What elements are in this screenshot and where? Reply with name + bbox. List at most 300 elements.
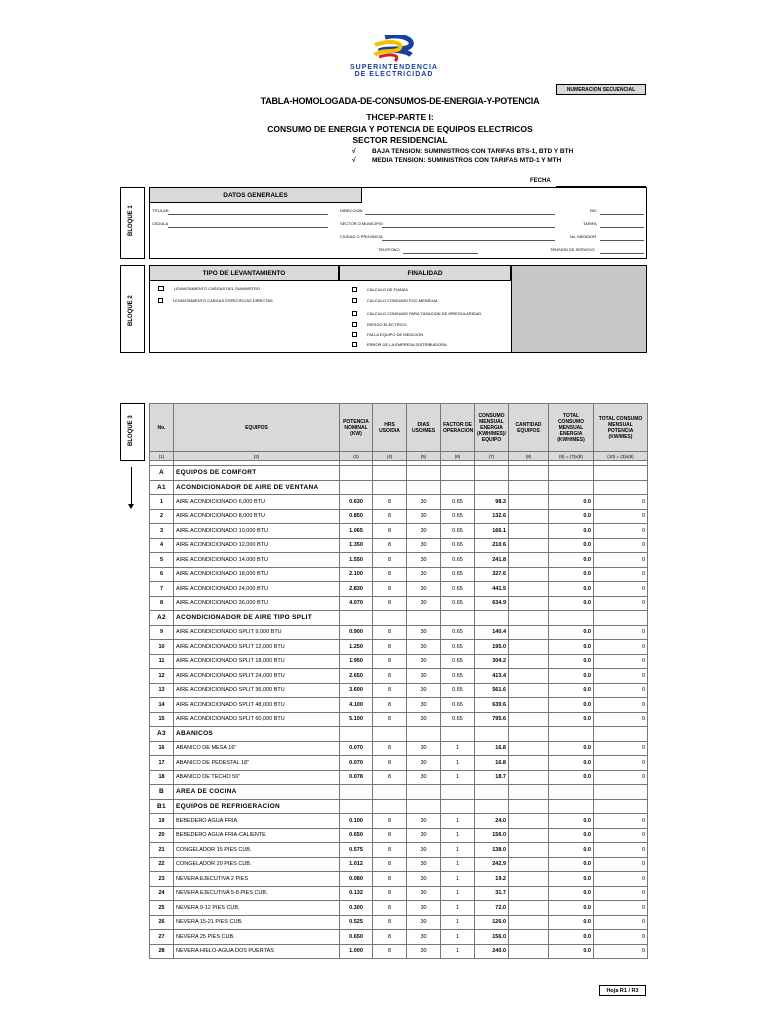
cell-fo: 1 bbox=[441, 741, 475, 756]
cell-cant[interactable] bbox=[509, 698, 549, 713]
table-row bbox=[150, 828, 648, 843]
cell-eq: AIRE ACONDICIONADO SPLIT 60,000 BTU bbox=[174, 712, 340, 727]
cell-cant[interactable] bbox=[509, 495, 549, 510]
section-label: ACONDICIONADOR DE AIRE DE VENTANA bbox=[174, 480, 340, 495]
cell-pot: 0 bbox=[594, 915, 648, 930]
cell-pot: 0 bbox=[594, 828, 648, 843]
cell-dias: 30 bbox=[407, 640, 441, 655]
cell-cm: 18.7 bbox=[475, 770, 509, 785]
cell-no: 12 bbox=[150, 669, 174, 684]
cell-hrs: 8 bbox=[373, 843, 407, 858]
titular-field[interactable] bbox=[168, 214, 328, 215]
column-index: (8) bbox=[509, 452, 549, 461]
cell-kw: 3.600 bbox=[340, 683, 373, 698]
table-row bbox=[150, 654, 648, 669]
cell-pot: 0 bbox=[594, 901, 648, 916]
cell-dias: 30 bbox=[407, 741, 441, 756]
table-row bbox=[150, 930, 648, 945]
cell-no: 6 bbox=[150, 567, 174, 582]
table-index-row bbox=[150, 452, 648, 461]
cell-no: 2 bbox=[150, 509, 174, 524]
cell-cm: 98.3 bbox=[475, 495, 509, 510]
section-label: ACONDICIONADOR DE AIRE TIPO SPLIT bbox=[174, 611, 340, 626]
cell-no: 15 bbox=[150, 712, 174, 727]
subtitle-sector: SECTOR RESIDENCIAL bbox=[352, 135, 448, 145]
cell-kw: 0.070 bbox=[340, 756, 373, 771]
cell-no: 25 bbox=[150, 901, 174, 916]
cell-cm: 16.8 bbox=[475, 756, 509, 771]
cell-pot: 0 bbox=[594, 712, 648, 727]
cell-tot: 0.0 bbox=[549, 814, 594, 829]
cell-tot: 0.0 bbox=[549, 567, 594, 582]
cell-cant[interactable] bbox=[509, 930, 549, 945]
cell-eq: AIRE ACONDICIONADO SPLIT 12,000 BTU bbox=[174, 640, 340, 655]
cell-kw: 1.250 bbox=[340, 640, 373, 655]
cell-pot: 0 bbox=[594, 567, 648, 582]
cell-cant[interactable] bbox=[509, 828, 549, 843]
cell-cant[interactable] bbox=[509, 596, 549, 611]
medidor-label: No. MEDIDOR bbox=[570, 234, 597, 239]
cell-no: 10 bbox=[150, 640, 174, 655]
table-row bbox=[150, 741, 648, 756]
cell-tot: 0.0 bbox=[549, 538, 594, 553]
cell-dias: 30 bbox=[407, 915, 441, 930]
subtitle-consumo: CONSUMO DE ENERGIA Y POTENCIA DE EQUIPOS ELECTRICOS bbox=[267, 124, 533, 134]
cell-cant[interactable] bbox=[509, 915, 549, 930]
section-code: A3 bbox=[150, 727, 174, 742]
cell-kw: 0.650 bbox=[340, 930, 373, 945]
cell-cant[interactable] bbox=[509, 538, 549, 553]
cell-fo: 0.65 bbox=[441, 698, 475, 713]
cell-eq: AIRE ACONDICIONADO 14,000 BTU bbox=[174, 553, 340, 568]
cell-tot: 0.0 bbox=[549, 669, 594, 684]
table-row bbox=[150, 567, 648, 582]
cell-hrs: 8 bbox=[373, 582, 407, 597]
cell-pot: 0 bbox=[594, 640, 648, 655]
cell-hrs: 8 bbox=[373, 872, 407, 887]
cell-eq: ABANICO DE PEDESTAL 18" bbox=[174, 756, 340, 771]
cell-cm: 242.9 bbox=[475, 857, 509, 872]
table-row bbox=[150, 582, 648, 597]
cell-fo: 1 bbox=[441, 944, 475, 959]
cell-eq: BEBEDERO AGUA FRIA-CALIENTE bbox=[174, 828, 340, 843]
lev-option[interactable]: LEVANTAMIENTO CARGAS ESPECIFICAS DIRECTAS bbox=[158, 298, 273, 303]
sector-label: SECTOR O MUNICIPIO bbox=[340, 221, 384, 226]
table-row bbox=[150, 509, 648, 524]
ciudad-field[interactable] bbox=[382, 240, 555, 241]
cell-no: 20 bbox=[150, 828, 174, 843]
cell-fo: 1 bbox=[441, 828, 475, 843]
cell-hrs: 8 bbox=[373, 741, 407, 756]
nic-label: NIC bbox=[590, 208, 597, 213]
cell-tot: 0.0 bbox=[549, 640, 594, 655]
cell-no: 9 bbox=[150, 625, 174, 640]
cell-pot: 0 bbox=[594, 596, 648, 611]
cell-dias: 30 bbox=[407, 582, 441, 597]
cell-pot: 0 bbox=[594, 524, 648, 539]
cell-cant[interactable] bbox=[509, 524, 549, 539]
cell-fo: 1 bbox=[441, 814, 475, 829]
table-row bbox=[150, 524, 648, 539]
cell-tot: 0.0 bbox=[549, 886, 594, 901]
cell-pot: 0 bbox=[594, 872, 648, 887]
cell-tot: 0.0 bbox=[549, 741, 594, 756]
cell-dias: 30 bbox=[407, 944, 441, 959]
tipo-levantamiento-header: TIPO DE LEVANTAMIENTO bbox=[149, 265, 339, 281]
fin-option[interactable]: CALCULO DE FIANZA bbox=[352, 287, 408, 292]
cell-cm: 240.0 bbox=[475, 944, 509, 959]
tarifa-label: TARIFA bbox=[583, 221, 597, 226]
cell-cm: 166.1 bbox=[475, 524, 509, 539]
cell-pot: 0 bbox=[594, 741, 648, 756]
cell-eq: AIRE ACONDICIONADO SPLIT 48,000 BTU bbox=[174, 698, 340, 713]
cell-fo: 1 bbox=[441, 756, 475, 771]
column-index: (1) bbox=[150, 452, 174, 461]
cell-hrs: 8 bbox=[373, 698, 407, 713]
numeracion-secuencial: NUMERACION SECUENCIAL bbox=[556, 84, 646, 95]
cell-no: 11 bbox=[150, 654, 174, 669]
table-row bbox=[150, 596, 648, 611]
fin-option[interactable]: FALLA EQUIPO DE MEDICION bbox=[352, 332, 423, 337]
cell-tot: 0.0 bbox=[549, 596, 594, 611]
cell-kw: 0.100 bbox=[340, 814, 373, 829]
cell-eq: NEVERA 9-12 PIES CUB. bbox=[174, 901, 340, 916]
fecha-label: FECHA bbox=[530, 178, 551, 184]
tarifa-field[interactable] bbox=[600, 227, 644, 228]
logo-text: SUPERINTENDENCIA DE ELECTRICIDAD bbox=[350, 64, 438, 78]
datos-generales-header: DATOS GENERALES bbox=[149, 187, 362, 203]
tension-label: TENSION DE SERVICIO bbox=[550, 247, 595, 252]
cell-eq: ABANICO DE TECHO 56" bbox=[174, 770, 340, 785]
bloque2-gray-area bbox=[511, 265, 647, 353]
cell-hrs: 8 bbox=[373, 756, 407, 771]
cell-eq: NEVERA EJECUTIVA 5-8 PIES CUB. bbox=[174, 886, 340, 901]
cell-hrs: 8 bbox=[373, 654, 407, 669]
cell-cm: 441.5 bbox=[475, 582, 509, 597]
cell-fo: 0.65 bbox=[441, 538, 475, 553]
cell-dias: 30 bbox=[407, 857, 441, 872]
fin-option[interactable]: ERROR DE LA EMPRESA DISTRIBUIDORA bbox=[352, 342, 447, 347]
cell-hrs: 8 bbox=[373, 553, 407, 568]
section-label: AREA DE COCINA bbox=[174, 785, 340, 800]
tension-field[interactable] bbox=[600, 253, 644, 254]
column-index: (7) bbox=[475, 452, 509, 461]
cell-cant[interactable] bbox=[509, 741, 549, 756]
cell-cm: 19.2 bbox=[475, 872, 509, 887]
cell-kw: 2.100 bbox=[340, 567, 373, 582]
cell-cant[interactable] bbox=[509, 669, 549, 684]
cell-dias: 30 bbox=[407, 886, 441, 901]
cell-eq: AIRE ACONDICIONADO 24,000 BTU bbox=[174, 582, 340, 597]
sector-field[interactable] bbox=[382, 227, 555, 228]
cell-cm: 156.0 bbox=[475, 930, 509, 945]
cell-hrs: 8 bbox=[373, 915, 407, 930]
finalidad-header: FINALIDAD bbox=[339, 265, 511, 281]
cell-kw: 0.525 bbox=[340, 915, 373, 930]
ciudad-label: CIUDAD O PROVINCIA bbox=[340, 234, 383, 239]
cell-tot: 0.0 bbox=[549, 857, 594, 872]
column-header: CONSUMO MENSUAL ENERGIA (KWH/MES)/ EQUIPO bbox=[475, 404, 509, 452]
cell-fo: 0.65 bbox=[441, 582, 475, 597]
cell-cm: 140.4 bbox=[475, 625, 509, 640]
cell-cant[interactable] bbox=[509, 944, 549, 959]
cell-tot: 0.0 bbox=[549, 944, 594, 959]
cell-cant[interactable] bbox=[509, 582, 549, 597]
table-row bbox=[150, 625, 648, 640]
cell-eq: AIRE ACONDICIONADO SPLIT 9,000 BTU bbox=[174, 625, 340, 640]
cell-dias: 30 bbox=[407, 553, 441, 568]
cell-dias: 30 bbox=[407, 828, 441, 843]
cell-kw: 0.850 bbox=[340, 509, 373, 524]
cell-tot: 0.0 bbox=[549, 654, 594, 669]
cell-dias: 30 bbox=[407, 495, 441, 510]
table-row bbox=[150, 944, 648, 959]
cell-tot: 0.0 bbox=[549, 698, 594, 713]
cell-dias: 30 bbox=[407, 872, 441, 887]
cell-kw: 0.070 bbox=[340, 741, 373, 756]
nic-field[interactable] bbox=[600, 214, 644, 215]
cell-eq: AIRE ACONDICIONADO 18,000 BTU bbox=[174, 567, 340, 582]
cell-cm: 195.0 bbox=[475, 640, 509, 655]
cell-cant[interactable] bbox=[509, 683, 549, 698]
telefono-field[interactable] bbox=[403, 253, 478, 254]
cell-pot: 0 bbox=[594, 625, 648, 640]
cell-eq: AIRE ACONDICIONADO 36,000 BTU bbox=[174, 596, 340, 611]
checkbox-icon[interactable] bbox=[158, 298, 163, 303]
table-row bbox=[150, 857, 648, 872]
cell-no: 1 bbox=[150, 495, 174, 510]
cell-fo: 0.65 bbox=[441, 509, 475, 524]
cell-hrs: 8 bbox=[373, 814, 407, 829]
table-row bbox=[150, 756, 648, 771]
fin-option[interactable]: CALCULO CONSUMO PARA TASACION DE IRREGULARIDAD bbox=[352, 311, 481, 316]
cell-no: 13 bbox=[150, 683, 174, 698]
cell-cm: 795.6 bbox=[475, 712, 509, 727]
cell-hrs: 8 bbox=[373, 596, 407, 611]
cell-cant[interactable] bbox=[509, 857, 549, 872]
check-icon: √ bbox=[352, 148, 356, 155]
cell-cant[interactable] bbox=[509, 770, 549, 785]
cell-cant[interactable] bbox=[509, 625, 549, 640]
cell-cant[interactable] bbox=[509, 654, 549, 669]
cell-hrs: 8 bbox=[373, 712, 407, 727]
cell-pot: 0 bbox=[594, 654, 648, 669]
cell-tot: 0.0 bbox=[549, 524, 594, 539]
cell-hrs: 8 bbox=[373, 886, 407, 901]
section-code: B1 bbox=[150, 799, 174, 814]
cell-no: 26 bbox=[150, 915, 174, 930]
cell-tot: 0.0 bbox=[549, 553, 594, 568]
cell-tot: 0.0 bbox=[549, 770, 594, 785]
cell-kw: 5.100 bbox=[340, 712, 373, 727]
cell-pot: 0 bbox=[594, 770, 648, 785]
cell-no: 23 bbox=[150, 872, 174, 887]
table-row bbox=[150, 886, 648, 901]
cell-kw: 0.132 bbox=[340, 886, 373, 901]
cell-cm: 156.0 bbox=[475, 828, 509, 843]
checkbox-icon[interactable] bbox=[352, 287, 357, 292]
section-row bbox=[150, 611, 648, 626]
cell-no: 14 bbox=[150, 698, 174, 713]
cell-eq: CONGELADOR 20 PIES CUB. bbox=[174, 857, 340, 872]
lev-option[interactable]: LEVANTAMIENTO CARGAS DEL SUMINISTRO bbox=[158, 286, 260, 291]
checkbox-icon[interactable] bbox=[352, 332, 357, 337]
cell-tot: 0.0 bbox=[549, 509, 594, 524]
cell-cm: 210.6 bbox=[475, 538, 509, 553]
cell-cm: 304.2 bbox=[475, 654, 509, 669]
bloque1-label: BLOQUE 1 bbox=[128, 205, 134, 236]
column-index: (5) bbox=[407, 452, 441, 461]
table-row bbox=[150, 843, 648, 858]
cell-dias: 30 bbox=[407, 567, 441, 582]
cell-no: 7 bbox=[150, 582, 174, 597]
cell-dias: 30 bbox=[407, 930, 441, 945]
cell-fo: 0.65 bbox=[441, 683, 475, 698]
fin-option[interactable]: RIESGO ELECTRICO bbox=[352, 322, 407, 327]
cell-dias: 30 bbox=[407, 669, 441, 684]
cell-cm: 327.6 bbox=[475, 567, 509, 582]
cell-fo: 1 bbox=[441, 857, 475, 872]
cell-no: 28 bbox=[150, 944, 174, 959]
cell-kw: 1.950 bbox=[340, 654, 373, 669]
table-row bbox=[150, 915, 648, 930]
cell-pot: 0 bbox=[594, 495, 648, 510]
cell-pot: 0 bbox=[594, 683, 648, 698]
direccion-field[interactable] bbox=[365, 214, 555, 215]
cell-kw: 0.080 bbox=[340, 872, 373, 887]
cell-fo: 1 bbox=[441, 930, 475, 945]
cell-cm: 24.0 bbox=[475, 814, 509, 829]
document-titles bbox=[200, 96, 600, 145]
cell-kw: 0.630 bbox=[340, 495, 373, 510]
cell-fo: 1 bbox=[441, 872, 475, 887]
cell-tot: 0.0 bbox=[549, 872, 594, 887]
section-row bbox=[150, 799, 648, 814]
cell-kw: 0.900 bbox=[340, 625, 373, 640]
cell-cm: 639.6 bbox=[475, 698, 509, 713]
cell-cm: 126.0 bbox=[475, 915, 509, 930]
column-header: No. bbox=[150, 404, 174, 452]
cedula-field[interactable] bbox=[168, 227, 328, 228]
cell-hrs: 8 bbox=[373, 828, 407, 843]
cell-cant[interactable] bbox=[509, 509, 549, 524]
cell-cant[interactable] bbox=[509, 901, 549, 916]
cell-tot: 0.0 bbox=[549, 915, 594, 930]
cell-cm: 132.6 bbox=[475, 509, 509, 524]
cell-hrs: 8 bbox=[373, 625, 407, 640]
cell-fo: 1 bbox=[441, 770, 475, 785]
cell-pot: 0 bbox=[594, 538, 648, 553]
cell-eq: CONGELADOR 15 PIES CUB. bbox=[174, 843, 340, 858]
cell-fo: 0.65 bbox=[441, 712, 475, 727]
direccion-label: DIRECCION bbox=[340, 208, 363, 213]
checkbox-icon[interactable] bbox=[352, 311, 357, 316]
cell-tot: 0.0 bbox=[549, 582, 594, 597]
cell-eq: AIRE ACONDICIONADO 6,000 BTU bbox=[174, 495, 340, 510]
table-row bbox=[150, 770, 648, 785]
fin-option[interactable]: CALCULO CONSUMO FIJO MENSUAL bbox=[352, 298, 438, 303]
cell-cant[interactable] bbox=[509, 886, 549, 901]
cell-pot: 0 bbox=[594, 756, 648, 771]
cell-dias: 30 bbox=[407, 901, 441, 916]
cell-cant[interactable] bbox=[509, 712, 549, 727]
cell-cant[interactable] bbox=[509, 640, 549, 655]
cell-eq: NEVERA 15-21 PIES CUB. bbox=[174, 915, 340, 930]
down-arrow-icon bbox=[131, 467, 132, 507]
cell-kw: 1.000 bbox=[340, 944, 373, 959]
cell-pot: 0 bbox=[594, 669, 648, 684]
cell-cm: 413.4 bbox=[475, 669, 509, 684]
table-row bbox=[150, 712, 648, 727]
cell-cant[interactable] bbox=[509, 843, 549, 858]
section-label: EQUIPOS DE REFRIGERACION bbox=[174, 799, 340, 814]
cell-eq: NEVERA HIELO-AGUA DOS PUERTAS bbox=[174, 944, 340, 959]
cell-hrs: 8 bbox=[373, 683, 407, 698]
cell-cant[interactable] bbox=[509, 553, 549, 568]
cell-hrs: 8 bbox=[373, 901, 407, 916]
column-header: TOTAL CONSUMO MENSUAL ENERGIA (KWH/MES) bbox=[549, 404, 594, 452]
cell-cant[interactable] bbox=[509, 814, 549, 829]
cell-kw: 1.350 bbox=[340, 538, 373, 553]
cell-kw: 2.830 bbox=[340, 582, 373, 597]
column-index: (10) = (3)x(8) bbox=[594, 452, 648, 461]
cell-no: 8 bbox=[150, 596, 174, 611]
checkbox-icon[interactable] bbox=[158, 286, 164, 291]
cell-dias: 30 bbox=[407, 770, 441, 785]
section-label: ABANICOS bbox=[174, 727, 340, 742]
bloque2-label: BLOQUE 2 bbox=[128, 295, 134, 326]
checkbox-icon[interactable] bbox=[352, 298, 357, 303]
cell-fo: 1 bbox=[441, 843, 475, 858]
checkbox-icon[interactable] bbox=[352, 342, 357, 347]
consumo-table bbox=[149, 403, 648, 959]
cell-cm: 561.6 bbox=[475, 683, 509, 698]
table-row bbox=[150, 640, 648, 655]
cell-fo: 1 bbox=[441, 915, 475, 930]
cell-no: 19 bbox=[150, 814, 174, 829]
cell-dias: 30 bbox=[407, 814, 441, 829]
checkbox-icon[interactable] bbox=[352, 322, 357, 327]
cell-cm: 31.7 bbox=[475, 886, 509, 901]
cell-cant[interactable] bbox=[509, 567, 549, 582]
cell-hrs: 8 bbox=[373, 770, 407, 785]
cell-no: 17 bbox=[150, 756, 174, 771]
cell-dias: 30 bbox=[407, 509, 441, 524]
section-row bbox=[150, 785, 648, 800]
cell-kw: 0.078 bbox=[340, 770, 373, 785]
cell-tot: 0.0 bbox=[549, 901, 594, 916]
column-header: DIAS USO/MES bbox=[407, 404, 441, 452]
cell-fo: 0.65 bbox=[441, 654, 475, 669]
cell-pot: 0 bbox=[594, 553, 648, 568]
cell-tot: 0.0 bbox=[549, 828, 594, 843]
table-header-row bbox=[150, 404, 648, 452]
cell-fo: 0.65 bbox=[441, 524, 475, 539]
cell-cm: 138.0 bbox=[475, 843, 509, 858]
cell-eq: AIRE ACONDICIONADO SPLIT 36,000 BTU bbox=[174, 683, 340, 698]
column-header: TOTAL CONSUMO MENSUAL POTENCIA (KW/MES) bbox=[594, 404, 648, 452]
cell-pot: 0 bbox=[594, 582, 648, 597]
medidor-field[interactable] bbox=[600, 240, 644, 241]
cell-cant[interactable] bbox=[509, 756, 549, 771]
cell-cant[interactable] bbox=[509, 872, 549, 887]
table-row bbox=[150, 872, 648, 887]
page-title: TABLA-HOMOLOGADA-DE-CONSUMOS-DE-ENERGIA-Y-POTENCIA bbox=[260, 96, 540, 106]
table-row bbox=[150, 698, 648, 713]
cell-eq: NEVERA 25 PIES CUB. bbox=[174, 930, 340, 945]
cell-kw: 4.100 bbox=[340, 698, 373, 713]
cell-hrs: 8 bbox=[373, 640, 407, 655]
